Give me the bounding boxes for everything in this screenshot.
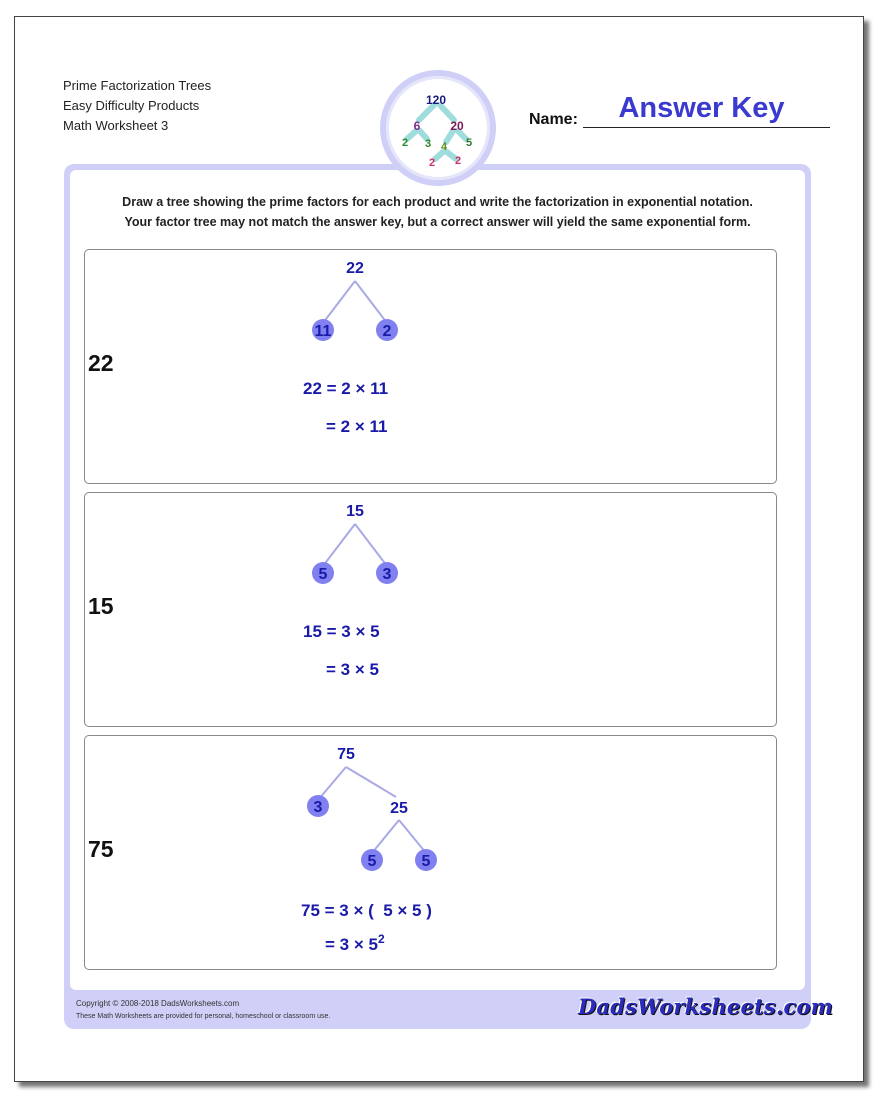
logo-rr-label: 5 — [465, 137, 473, 149]
usage-note: These Math Worksheets are provided for personal, homeschool or classroom use. — [76, 1013, 331, 1020]
tree-leaf-label: 5 — [367, 853, 377, 870]
factorization-equation-1: 22 = 2 × 11 — [303, 379, 389, 398]
tree-leaf-label: 5 — [421, 853, 431, 870]
name-label: Name: — [529, 111, 578, 128]
tree-leaf-label: 3 — [382, 566, 392, 583]
tree-root-label: 22 — [346, 260, 364, 277]
logo-rlr-label: 2 — [454, 155, 462, 167]
logo-lr-label: 3 — [424, 138, 432, 150]
tree-branch — [399, 820, 426, 853]
logo-rl-label: 4 — [440, 141, 448, 153]
logo-left-label: 6 — [413, 119, 421, 133]
problem-number-1: 22 — [88, 350, 114, 376]
problem-number-2: 15 — [88, 593, 114, 619]
logo-root-label: 120 — [425, 93, 447, 107]
tree-root-label: 75 — [337, 746, 355, 763]
answer-key-label: Answer Key — [618, 92, 785, 124]
exponential-form-2: = 3 × 5 — [326, 660, 379, 679]
exponential-form-3 — [325, 932, 385, 955]
problem-number-3: 75 — [88, 836, 114, 862]
tree-leaf-label: 11 — [314, 323, 332, 340]
logo-ll-label: 2 — [401, 137, 409, 149]
tree-leaf-label: 5 — [318, 566, 328, 583]
tree-branch — [346, 767, 396, 797]
tree-leaf-label: 3 — [313, 799, 323, 816]
instructions-line-2: Your factor tree may not match the answer key, but a correct answer will yield the same exponential form. — [124, 215, 751, 229]
logo-right-label: 20 — [450, 119, 464, 133]
exponent-3: 2 — [377, 932, 385, 946]
worksheet-number: Math Worksheet 3 — [63, 118, 169, 133]
tree-branch — [372, 820, 399, 853]
worksheet-difficulty: Easy Difficulty Products — [63, 98, 200, 113]
worksheet-title: Prime Factorization Trees — [63, 78, 212, 93]
exponential-base-3: = 3 × 5 — [325, 935, 378, 954]
tree-branch — [318, 767, 346, 800]
factorization-equation-2: 15 = 3 × 5 — [303, 622, 380, 641]
brand-logo: DadsWorksheets.com — [578, 994, 834, 1019]
tree-inner-label: 25 — [390, 800, 408, 817]
instructions-line-1: Draw a tree showing the prime factors for each product and write the factorization in exponential notation. — [122, 195, 753, 209]
factorization-equation-3: 75 = 3 × ( 5 × 5 ) — [301, 901, 432, 920]
copyright-text: Copyright © 2008-2018 DadsWorksheets.com — [76, 999, 240, 1008]
tree-root-label: 15 — [346, 503, 364, 520]
logo-rll-label: 2 — [428, 157, 436, 169]
tree-leaf-label: 2 — [382, 323, 392, 340]
exponential-form-1: = 2 × 11 — [326, 417, 388, 436]
